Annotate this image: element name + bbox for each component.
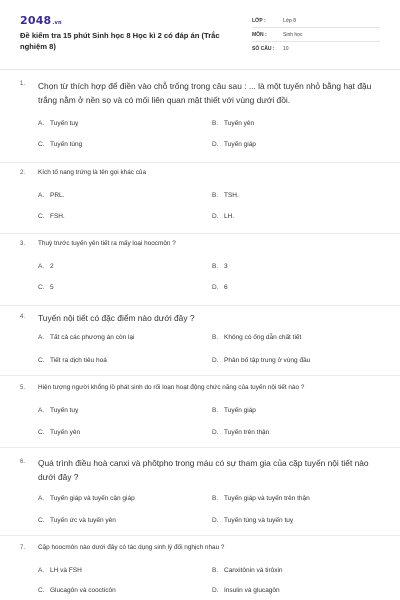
question-text: Hiện tượng người khổng lồ phát sinh do rối loạn hoạt động chức năng của tuyến nội tiết nào ? — [38, 384, 305, 391]
option-text: Tuyến yên — [50, 429, 81, 436]
option-a[interactable] — [38, 120, 78, 127]
option-b[interactable] — [212, 120, 254, 127]
option-letter: A. — [38, 192, 45, 199]
option-text: LH. — [224, 213, 235, 220]
option-b[interactable] — [212, 567, 283, 574]
question-6 — [0, 448, 400, 536]
option-d[interactable] — [212, 141, 256, 148]
option-letter: A. — [38, 407, 45, 414]
option-text: 6 — [224, 284, 228, 291]
option-text: Tuyến yên — [224, 120, 255, 127]
option-letter: D. — [212, 357, 219, 364]
option-text: Không có ống dẫn chất tiết — [224, 334, 302, 341]
question-5 — [0, 376, 400, 448]
option-b[interactable] — [212, 263, 228, 270]
option-letter: C. — [38, 141, 45, 148]
option-letter: C. — [38, 213, 45, 220]
page-title: Đề kiểm tra 15 phút Sinh học 8 Học kì 2 có đáp án (Trắc nghiệm 8) — [20, 31, 220, 51]
option-letter: B. — [212, 263, 219, 270]
question-text: Chọn từ thích hợp để điền vào chỗ trống trong câu sau : ... là một tuyến nhỏ bằng hạt đậu trắng nằm ở nền sọ và có mối liên quan mật thiết với vùng dưới đồi. — [38, 81, 372, 105]
option-text: Tiết ra dịch tiêu hoá — [50, 357, 107, 364]
option-text: Tuyến giáp và tuyến cận giáp — [50, 495, 135, 502]
logo-text: 2048 — [20, 14, 52, 27]
option-b[interactable] — [212, 334, 301, 341]
meta-value: Lớp 8 — [283, 17, 297, 24]
meta-row-class — [252, 14, 380, 28]
option-letter: A. — [38, 334, 45, 341]
option-c[interactable] — [38, 587, 116, 594]
question-text: Thuỳ trước tuyến yên tiết ra mấy loại hoocmôn ? — [38, 240, 176, 247]
option-d[interactable] — [212, 357, 310, 364]
question-text: Cặp hoocmôn nào dưới đây có tác dụng sinh lý đối nghịch nhau ? — [38, 544, 225, 551]
option-letter: D. — [212, 517, 219, 524]
option-text: Tuyến giáp — [224, 141, 256, 148]
option-c[interactable] — [38, 141, 82, 148]
option-b[interactable] — [212, 407, 256, 414]
question-number: 6. — [20, 459, 26, 465]
option-letter: A. — [38, 495, 45, 502]
option-text: 2 — [50, 263, 54, 270]
option-letter: D. — [212, 284, 219, 291]
option-text: LH và FSH — [50, 567, 82, 574]
question-number: 7. — [20, 545, 26, 551]
question-4 — [0, 306, 400, 376]
meta-value: Sinh học — [283, 31, 303, 38]
option-letter: D. — [212, 429, 219, 436]
option-b[interactable] — [212, 192, 239, 199]
question-number: 3. — [20, 241, 26, 247]
option-text: Canxitônin và tirôxin — [224, 567, 283, 574]
option-text: Tuyến trên thận — [224, 429, 270, 436]
option-text: FSH. — [50, 213, 65, 220]
option-letter: A. — [38, 567, 45, 574]
option-letter: B. — [212, 567, 219, 574]
meta-label: SỐ CÂU : — [252, 46, 275, 52]
page-header — [0, 0, 400, 64]
option-text: 3 — [224, 263, 228, 270]
option-letter: C. — [38, 284, 45, 291]
option-a[interactable] — [38, 263, 54, 270]
question-text: Tuyến nội tiết có đặc điểm nào dưới đây ? — [38, 313, 195, 323]
option-text: PRL. — [50, 192, 65, 199]
option-letter: D. — [212, 213, 219, 220]
option-text: Tuyến giáp — [224, 407, 256, 414]
option-text: Tuyến tuỵ — [50, 407, 79, 414]
meta-label: MÔN : — [252, 31, 267, 38]
question-number: 2. — [20, 170, 26, 176]
option-letter: A. — [38, 120, 45, 127]
option-letter: D. — [212, 587, 219, 594]
option-letter: C. — [38, 429, 45, 436]
question-number: 5. — [20, 385, 26, 391]
option-c[interactable] — [38, 284, 54, 291]
option-d[interactable] — [212, 213, 234, 220]
option-text: Tuyến tuỵ — [50, 120, 79, 127]
question-1 — [0, 70, 400, 163]
meta-row-count — [252, 42, 380, 56]
logo-domain: .vn — [52, 20, 62, 26]
question-text: Quá trình điều hoà canxi và phôtpho trong máu có sự tham gia của cặp tuyến nội tiết nào dưới đây ? — [38, 458, 369, 482]
option-a[interactable] — [38, 495, 135, 502]
option-a[interactable] — [38, 334, 135, 341]
option-c[interactable] — [38, 213, 65, 220]
question-number: 4. — [20, 314, 26, 320]
option-letter: B. — [212, 334, 219, 341]
site-logo[interactable] — [20, 14, 62, 27]
option-d[interactable] — [212, 517, 293, 524]
option-text: Tuyến tùng — [50, 141, 83, 148]
question-7 — [0, 536, 400, 600]
question-number: 1. — [20, 81, 26, 87]
option-text: Phân bố tập trung ở vùng đầu — [224, 357, 311, 364]
option-letter: C. — [38, 517, 45, 524]
quiz-meta — [252, 14, 380, 56]
option-text: Tuyến giáp và tuyến trên thận — [224, 495, 310, 502]
option-a[interactable] — [38, 567, 82, 574]
meta-value: 10 — [283, 46, 289, 52]
option-letter: C. — [38, 587, 45, 594]
option-letter: A. — [38, 263, 45, 270]
option-c[interactable] — [38, 357, 107, 364]
option-d[interactable] — [212, 284, 228, 291]
option-a[interactable] — [38, 192, 64, 199]
option-text: 5 — [50, 284, 54, 291]
question-text: Kích tố nang trứng là tên gọi khác của — [38, 169, 147, 176]
option-d[interactable] — [212, 429, 269, 436]
option-letter: D. — [212, 141, 219, 148]
option-text: Tất cả các phương án còn lại — [50, 334, 135, 341]
option-a[interactable] — [38, 407, 78, 414]
meta-label: LỚP : — [252, 17, 266, 24]
meta-row-subject — [252, 28, 380, 42]
option-c[interactable] — [38, 517, 116, 524]
option-text: Tuyến tùng và tuyến tuỵ — [224, 517, 294, 524]
option-text: TSH. — [224, 192, 239, 199]
option-letter: B. — [212, 192, 219, 199]
option-letter: B. — [212, 495, 219, 502]
option-letter: B. — [212, 407, 219, 414]
option-letter: B. — [212, 120, 219, 127]
option-letter: C. — [38, 357, 45, 364]
option-c[interactable] — [38, 429, 80, 436]
option-d[interactable] — [212, 587, 280, 594]
option-text: Tuyến ức và tuyến yên — [50, 517, 116, 524]
question-2 — [0, 163, 400, 234]
option-b[interactable] — [212, 495, 310, 502]
question-3 — [0, 234, 400, 306]
option-text: Glucagôn và coocticôn — [50, 587, 116, 594]
option-text: Insulin và glucagôn — [224, 587, 280, 594]
